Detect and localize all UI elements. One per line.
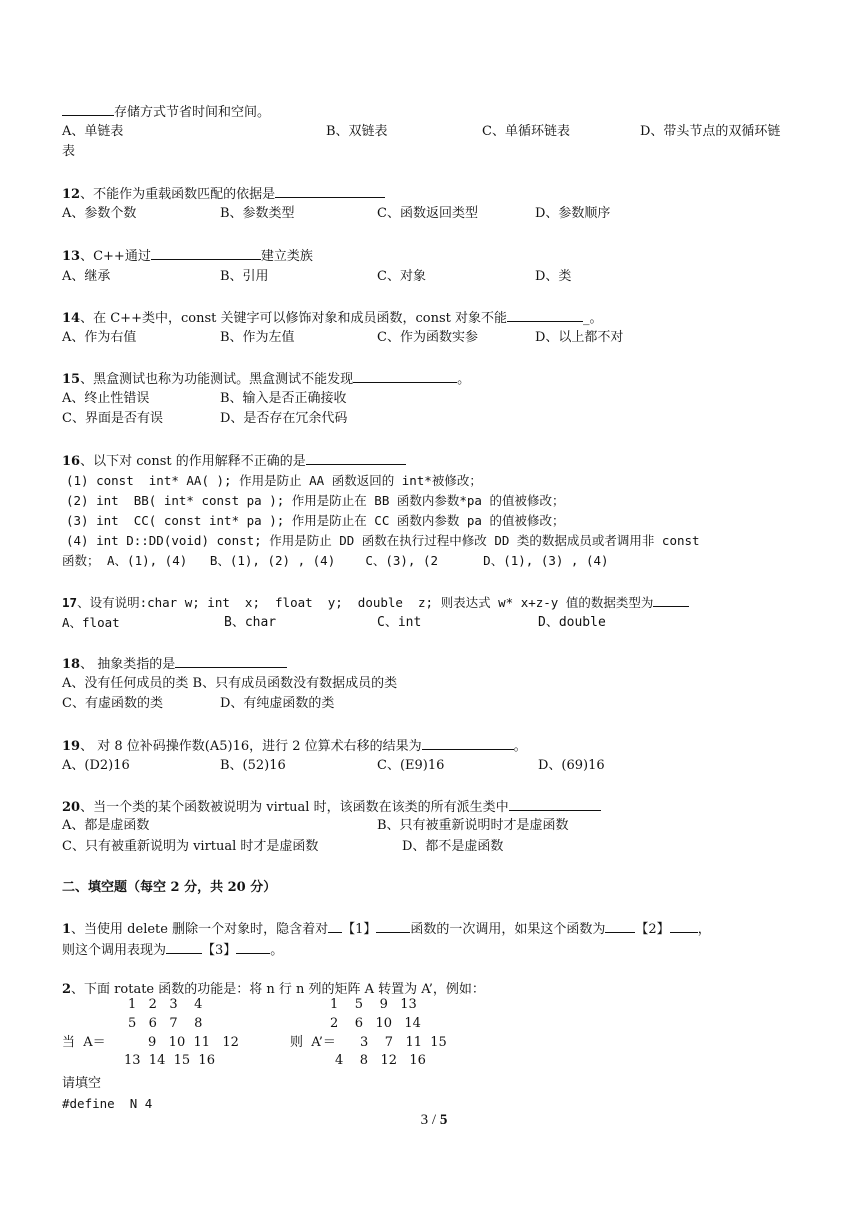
q20-option-d: D、都不是虚函数 bbox=[402, 839, 504, 854]
matrix-a-label: 当 A＝ bbox=[62, 1035, 106, 1050]
q16-item-4: (4) int D::DD(void) const; 作用是防止 DD 函数在执行过程中修改 DD 类的数据成员或者调用非 const bbox=[66, 533, 700, 548]
matrix-a-row-3: 9 10 11 12 bbox=[148, 1035, 239, 1050]
q16-item-3: (3) int CC( const int* pa ); 作用是防止在 CC 函数内参数 pa 的值被修改； bbox=[66, 513, 565, 528]
q17-option-c: C、int bbox=[377, 615, 422, 630]
q12-stem: 12、不能作为重载函数匹配的依据是 bbox=[62, 184, 385, 204]
q11-option-c: C、单循环链表 bbox=[482, 124, 570, 139]
q18-option-c: C、有虚函数的类 bbox=[62, 696, 163, 711]
q14-stem: 14、在 C++类中，const 关键字可以修饰对象和成员函数，const 对象不能 _。 bbox=[62, 308, 603, 328]
q17-option-d: D、double bbox=[538, 615, 606, 630]
q11-option-d: D、带头节点的双循环链 bbox=[640, 124, 781, 139]
q20-option-a: A、都是虚函数 bbox=[62, 818, 150, 833]
q20-stem: 20、当一个类的某个函数被说明为 virtual 时，该函数在该类的所有派生类中 bbox=[62, 797, 601, 817]
q13-option-b: B、引用 bbox=[220, 269, 269, 284]
q14-option-d: D、以上都不对 bbox=[535, 330, 624, 345]
fill-1-line-2: 则这个调用表现为 【3】 。 bbox=[62, 940, 283, 960]
q18-option-ab: A、没有任何成员的类 B、只有成员函数没有数据成员的类 bbox=[62, 676, 398, 691]
q16-options: 函数； A、(1), (4) B、(1), (2) , (4) C、(3), (2 D、(1), (3) , (4) bbox=[62, 553, 609, 568]
matrix-a-row-2: 5 6 7 8 bbox=[128, 1016, 203, 1031]
q11-option-a: A、单链表 bbox=[62, 124, 124, 139]
q14-option-b: B、作为左值 bbox=[220, 330, 295, 345]
fill-2-stem: 2、下面 rotate 函数的功能是：将 n 行 n 列的矩阵 A 转置为 A’，例如： bbox=[62, 982, 485, 997]
q16-item-1: (1) const int* AA( ); 作用是防止 AA 函数返回的 int*被修改； bbox=[66, 473, 482, 488]
fill-hint: 请填空 bbox=[62, 1076, 102, 1091]
q15-option-d: D、是否存在冗余代码 bbox=[220, 411, 348, 426]
q16-item-2: (2) int BB( int* const pa ); 作用是防止在 BB 函数内参数*pa 的值被修改； bbox=[66, 493, 565, 508]
q18-option-d: D、有纯虚函数的类 bbox=[220, 696, 335, 711]
q12-option-a: A、参数个数 bbox=[62, 206, 137, 221]
matrix-b-row-2: 2 6 10 14 bbox=[330, 1016, 421, 1031]
q12-option-c: C、函数返回类型 bbox=[377, 206, 478, 221]
matrix-a-row-4: 13 14 15 16 bbox=[124, 1053, 215, 1068]
q19-option-a: A、(D2)16 bbox=[62, 758, 130, 773]
q11-option-d-wrap: 表 bbox=[62, 144, 76, 159]
q20-option-c: C、只有被重新说明为 virtual 时才是虚函数 bbox=[62, 839, 319, 854]
q14-option-a: A、作为右值 bbox=[62, 330, 137, 345]
q11-option-b: B、双链表 bbox=[326, 124, 388, 139]
q16-stem: 16、以下对 const 的作用解释不正确的是 bbox=[62, 451, 406, 471]
code-define: #define N 4 bbox=[62, 1096, 153, 1111]
q17-option-a: A、float bbox=[62, 615, 120, 630]
q15-option-a: A、终止性错误 bbox=[62, 391, 150, 406]
q12-option-b: B、参数类型 bbox=[220, 206, 295, 221]
q15-stem: 15、黑盒测试也称为功能测试。黑盒测试不能发现 。 bbox=[62, 369, 470, 389]
q15-option-c: C、界面是否有误 bbox=[62, 411, 163, 426]
q17-stem: 17、设有说明:char w; int x; float y; double z; 则表达式 w* x+z-y 值的数据类型为 bbox=[62, 593, 689, 612]
q14-option-c: C、作为函数实参 bbox=[377, 330, 478, 345]
q15-option-b: B、输入是否正确接收 bbox=[220, 391, 347, 406]
q13-stem: 13、C++通过 建立类族 bbox=[62, 246, 313, 266]
q13-option-d: D、类 bbox=[535, 269, 572, 284]
q11-stem: 存储方式节省时间和空间。 bbox=[62, 102, 270, 122]
q12-option-d: D、参数顺序 bbox=[535, 206, 611, 221]
matrix-a-row-1: 1 2 3 4 bbox=[128, 997, 203, 1012]
q19-option-c: C、(E9)16 bbox=[377, 758, 445, 773]
fill-1-line-1: 1、当使用 delete 删除一个对象时，隐含着对 【1】 函数的一次调用，如果这个函数为 【2】 ， bbox=[62, 919, 711, 939]
q19-option-b: B、(52)16 bbox=[220, 758, 286, 773]
q13-option-a: A、继承 bbox=[62, 269, 111, 284]
q17-option-b: B、char bbox=[224, 615, 277, 630]
matrix-b-row-1: 1 5 9 13 bbox=[330, 997, 417, 1012]
q19-option-d: D、(69)16 bbox=[538, 758, 605, 773]
q18-stem: 18、 抽象类指的是 bbox=[62, 654, 287, 674]
page-number: 3 / 5 bbox=[420, 1112, 448, 1128]
q20-option-b: B、只有被重新说明时才是虚函数 bbox=[377, 818, 569, 833]
matrix-b-label: 则 A’＝ bbox=[290, 1035, 336, 1050]
q19-stem: 19、 对 8 位补码操作数(A5)16，进行 2 位算术右移的结果为 。 bbox=[62, 736, 527, 756]
section-2-heading: 二、填空题（每空 2 分，共 20 分） bbox=[62, 880, 277, 895]
q13-option-c: C、对象 bbox=[377, 269, 426, 284]
matrix-b-row-3: 3 7 11 15 bbox=[360, 1035, 447, 1050]
matrix-b-row-4: 4 8 12 16 bbox=[335, 1053, 426, 1068]
